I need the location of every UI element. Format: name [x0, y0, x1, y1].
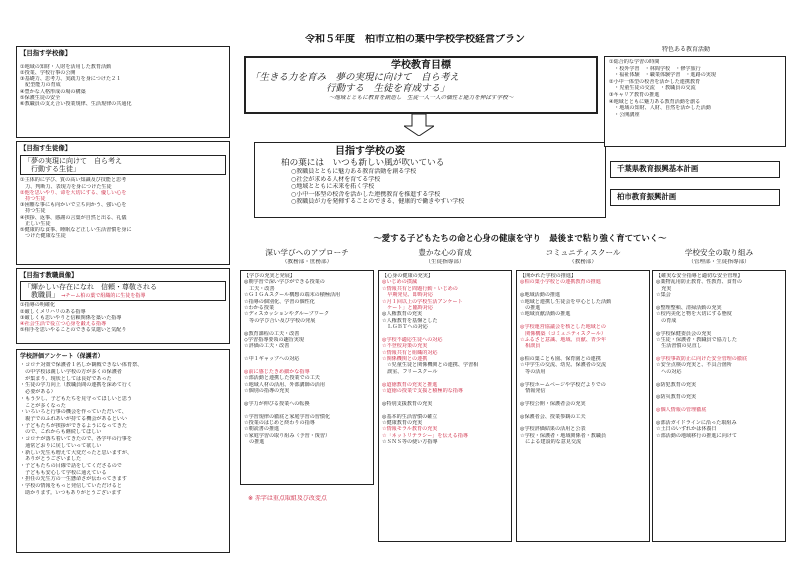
- column-list-item: ＬＧＢＴへの対応: [382, 324, 428, 331]
- column-list-item: ◎整理整頓、清掃活動の充実: [656, 304, 722, 311]
- list-item: 通常どおりに戻していって欲しい: [20, 442, 102, 449]
- list-item: の中学校は親しい学校の方が多くの保護者: [20, 368, 122, 375]
- column-list-item: ☆生徒・保護者・教職員で協力した: [656, 336, 737, 343]
- column-list-item: ◎特別支援教育の充実: [382, 400, 433, 407]
- vision-box: [254, 142, 606, 218]
- column-list-item: ◎柏の葉ことも園、保育園との連携: [520, 356, 601, 363]
- list-item: ・担任の先生方の一生懸命さが伝わってきます: [20, 476, 127, 483]
- teacher-ideal-list: [20, 302, 226, 333]
- column-list-item: ◎人権教育の充実: [382, 311, 423, 318]
- list-item: ・子どもたちが挨拶ができるようになってきた: [20, 422, 127, 429]
- list-item: ・コロナ対策で保護者１名しか観戦できない体育祭、: [20, 362, 143, 369]
- list-item: ③基礎力、思考力、実践力を身につけた２１: [20, 76, 122, 83]
- column-list-item: ☆部活動の地域移行の推進に向けて: [656, 432, 737, 439]
- column-list-item: ☆個別の指導の充実: [244, 388, 290, 395]
- objective-box: [244, 56, 598, 114]
- vision-title: 目指す学校の姿: [335, 146, 405, 157]
- column-list-item: 【心身の健康の充実】: [382, 273, 433, 279]
- list-item: ・新しい先生も増えて大変だったと思いますが、: [20, 449, 133, 456]
- column-list-item: 早期発見、即時対応: [382, 292, 433, 299]
- column-list-item: 工夫・改善: [244, 285, 275, 292]
- column-list-item: ☆情報共有と問題行動・いじめの: [382, 285, 458, 292]
- column-list-item: ◎地域活動の推進: [520, 292, 561, 299]
- teacher-motto-box: [20, 281, 226, 302]
- column-list-item: ☆ＧＩＧＡスクール構想の端末の積極活用: [244, 292, 341, 299]
- column-list-item: ☆学習規律の徹底と家庭学習の習慣化: [244, 413, 331, 420]
- survey-heading: 学校評価アンケート（保護者）: [20, 353, 104, 360]
- teacher-motto-line2: [24, 291, 222, 299]
- column-list-item: ◎学校保健委員会の充実: [656, 330, 712, 337]
- column-list-item: ☆健康教育の充実: [382, 419, 423, 426]
- column-list-item: ◎前に感じたきめ細かな指導: [244, 368, 310, 375]
- column-list-item: への対応: [656, 368, 682, 375]
- column-list-item: の推進: [520, 304, 541, 311]
- deep-learning-column-title: 深い学びへのアプローチ: [265, 248, 349, 257]
- column-list-item: ☆部活動と連携した授業での工夫: [244, 375, 320, 382]
- column-list-item: ☆中学生の交流、幼児、保護者の交流: [520, 362, 607, 369]
- column-list-item: ☆学校・保護者・地域関係者・教職員: [520, 432, 607, 439]
- survey-box: [16, 349, 230, 553]
- column-list-item: ◎朝学習で深い学びができる授業の: [244, 279, 325, 286]
- student-motto-line2: 行動する生徒」: [24, 165, 80, 174]
- safety-column-dept: （管理部・生徒指導部）: [688, 259, 750, 265]
- column-list-item: ◎個人情報の管理徹底: [656, 407, 707, 414]
- column-list-item: ☆ＳＮＳ等の使い方指導: [382, 439, 438, 446]
- plan-kashiwa-box: [610, 189, 780, 206]
- column-list-item: 等の活用: [520, 368, 546, 375]
- list-item: ②小中一体型の校舎を活かした連携教育: [609, 78, 701, 85]
- column-list-item: ◎学力が伸びる授業への転換: [244, 400, 310, 407]
- column-list-item: ☆関係機関との連携: [382, 356, 428, 363]
- column-list-item: ☆安全点検の充実と、不具合箇所: [656, 362, 732, 369]
- column-list-item: 関係構築（コミュニティスクール）: [520, 330, 606, 337]
- column-list-item: ◎教育課程の工夫・改善: [244, 330, 300, 337]
- column-list-item: ◎薬物乱用防止教育、性教育、食育の: [656, 279, 742, 286]
- column-list-item: ☆指導の個別化、学習の個性化: [244, 298, 315, 305]
- list-item: ・いろいろと行事の機会を作っていただいて、: [20, 409, 127, 416]
- column-list-item: 情報発信: [520, 388, 546, 395]
- column-list-item: ◎道徳教育の充実と推進: [382, 381, 438, 388]
- student-ideal-box: [16, 141, 230, 265]
- column-list-item: 充実: [656, 285, 672, 292]
- list-item: ①総合的な学習の時間: [609, 59, 660, 65]
- teacher-ideal-heading: 【目指す教職員像】: [20, 271, 78, 279]
- list-item: 紀型能力の育成: [20, 82, 61, 89]
- column-list-item: ☆情報モラル教育の充実: [382, 426, 438, 433]
- list-item: ①指導の明確化: [20, 302, 56, 309]
- features-heading: 特色ある教育活動: [662, 46, 711, 53]
- list-item: が集まり、現状としては良好であった: [20, 375, 112, 382]
- list-item: ことが多くなった: [20, 402, 66, 409]
- column-list-item: ☆家庭学習の取り組み（予習・復習）: [244, 432, 331, 439]
- column-list-item: ☆わかる授業: [244, 304, 275, 311]
- list-item: ・学校の情報をもっと発信していただけると: [20, 483, 122, 490]
- column-list-item: による建設的な意見交流: [520, 439, 582, 446]
- heart-column-box: [378, 270, 512, 542]
- vision-subtitle: 柏の葉には いつも新しい風が吹いている: [281, 158, 445, 168]
- column-list-item: ☆道徳の授業で支援と積極的な指導: [382, 388, 463, 395]
- vision-list: [291, 168, 599, 206]
- column-list-item: ☆土日のいずれかは休養日: [656, 426, 717, 433]
- list-item: ○小中一体型の校舎を活かした連携教育を推進する学校: [291, 190, 441, 198]
- column-list-item: ☆「ネットリテラシー」を伝える指導: [382, 432, 468, 439]
- document-title: 令和５年度 柏市立柏の葉中学校学校経営プラン: [305, 34, 525, 45]
- column-list-item: ◎いじめの撲滅: [382, 279, 418, 286]
- column-list-item: ☆地域人材の活用、外部講師の活用: [244, 381, 325, 388]
- teacher-ideal-box: [16, 268, 230, 344]
- list-item: ⑤保護生徒の安全: [20, 94, 61, 101]
- list-item: ・児童生徒の交流 ・教職員の交流: [609, 85, 696, 92]
- survey-list: [20, 362, 226, 496]
- features-box: [604, 56, 786, 147]
- list-item: ○教職員とともに魅力ある教育活動を創る学校: [291, 168, 417, 176]
- safety-column-box: [652, 270, 786, 542]
- column-list-item: の推進: [244, 439, 265, 446]
- list-item: ・子どもたちの目線で話をしてくださるので: [20, 462, 122, 469]
- column-list-item: ◎学校運営協議会を核とした地域との: [520, 324, 606, 331]
- heart-column-dept: （生徒指導部）: [425, 259, 465, 265]
- column-list-item: ☆授業のはじめと終わりの指導: [244, 419, 315, 426]
- teacher-motto-line2-text: 教職員」: [24, 291, 59, 300]
- column-list-item: ☆ふるさと意識、地域、貢献、青少年: [520, 336, 607, 343]
- column-list-item: ☆朝読書の推進: [244, 426, 280, 433]
- features-list: [609, 59, 781, 118]
- column-list-item: ☆評価の工夫・改善: [244, 343, 290, 350]
- list-item: ○教職員が力を発揮することのできる、健康的で働きやすい学校: [291, 198, 465, 206]
- list-item: ②他を思いやり、命を大切にする、優しい心を: [20, 189, 127, 196]
- list-item: ありがとうございました: [20, 456, 82, 463]
- column-list-item: ◎学校公開・保護者会の充実: [520, 400, 586, 407]
- column-list-item: の育成: [656, 317, 677, 324]
- list-item: ⑤健康的な食事、睡眠など正しい生活習慣を身に: [20, 227, 132, 234]
- column-list-item: ◎基本的生活習慣の確立: [382, 413, 438, 420]
- student-motto-line1: 「夢の実現に向けて 自ら考え: [24, 156, 122, 165]
- column-list-item: ◎学校ホームページや学校だよりでの: [520, 381, 606, 388]
- student-ideal-heading: 【目指す生徒像】: [20, 144, 72, 152]
- column-list-item: 等の学び合い及び学校の発展: [244, 317, 316, 324]
- objective-line2: 行動する 生徒を育成する」: [250, 83, 450, 95]
- list-item: ④社会生活で役立つ心身を鍛える指導: [20, 321, 107, 328]
- column-list-item: ☆ディスカッションやグループワーク: [244, 311, 330, 318]
- list-item: ・コロナが落ち着いてきたので、各学年の行事を: [20, 436, 132, 443]
- column-list-item: ☆集会: [656, 292, 671, 299]
- column-list-item: ◎保護者会、授業参観の工夫: [520, 413, 586, 420]
- community-column-title: コミュニティスクール: [545, 248, 621, 257]
- deep-learning-column-dept: （教務部・庶務部）: [281, 259, 333, 265]
- list-item: ので、これからも継続してほしい: [20, 429, 102, 436]
- list-item: 親子でのふれあいが持てる機会があるといい: [20, 415, 127, 422]
- list-item: ・福祉体験 ・職業体験学習 ・進路の実現: [609, 72, 716, 79]
- list-item: ・生徒の学力向上（教職員間の連携を深めて行く: [20, 382, 133, 389]
- list-item: ・校外学習 ・林間学校 ・修学旅行: [609, 65, 701, 72]
- list-item: ・地域の知財、人財、自然を活かした活動: [609, 105, 711, 112]
- student-ideal-list: [20, 177, 226, 239]
- column-list-item: ◎学校不適応生徒への対応: [382, 336, 443, 343]
- list-item: ②授業、学校行事の公開: [20, 69, 76, 76]
- deep-learning-column-box: [240, 270, 374, 485]
- objective-line1: 「生きる力を育み 夢の実現に向けて 自ら考え: [250, 72, 460, 83]
- objective-subtitle: ～地域とともに教育を創造し 生徒一人一人の個性と能力を伸ばす学校～: [328, 94, 514, 101]
- teacher-motto-line1: 「輝かしい存在になれ 信頼・尊敬される: [24, 282, 157, 291]
- list-item: 正しい生徒: [20, 220, 51, 227]
- list-item: ○地域とともに未来を拓く学校: [291, 183, 375, 191]
- list-item: ④挨拶、返事、感謝の言葉が自然と出る、礼儀: [20, 214, 127, 221]
- list-item: つけた健康な生徒: [20, 233, 66, 240]
- list-item: ①地域の知財・人財を活用した教育活動: [20, 63, 112, 70]
- list-item: 持つ生徒: [20, 196, 46, 203]
- column-list-item: 談室、フリースクール: [382, 368, 438, 375]
- list-item: 子どもも安心して学校に通えている: [20, 469, 107, 476]
- column-list-item: ☆地域と連携し生徒会を中心とした活動: [520, 298, 612, 305]
- list-item: ③厳しくも思いやりと信頼関係を築いた指導: [20, 314, 122, 321]
- plan-kashiwa-label: 柏市教育振興計画: [617, 192, 677, 201]
- column-list-item: ☆地域貢献活動の推進: [520, 311, 571, 318]
- school-ideal-heading: 【目指す学校像】: [20, 49, 72, 57]
- column-list-item: ◎防災教育の充実: [656, 394, 697, 401]
- column-list-item: ☆人権教育を基盤とした: [382, 317, 438, 324]
- teacher-arrow-note: ⇒チーム柏の葉で組織的に生徒を指導: [61, 293, 146, 300]
- column-list-item: 生活習慣の見直し: [656, 343, 702, 350]
- red-text-note: ※ 赤字は重点取組及び改変点: [248, 495, 327, 502]
- column-list-item: ◇学習指導要領の趣旨実現: [244, 336, 304, 343]
- column-list-item: ☆不登校対策の充実: [382, 343, 428, 350]
- list-item: 必要がある）: [20, 389, 56, 396]
- school-ideal-box: [16, 46, 230, 138]
- column-list-item: ☆校内美化と物を大切にする態度: [656, 311, 732, 318]
- list-item: ⑥教職員の支え合い授業規律、生活規律の共通化: [20, 100, 132, 107]
- list-item: ③困難な事にも向かいで立ち向かう、強い心を: [20, 202, 127, 209]
- list-item: 力、判断力、表現力を身につけた生徒: [20, 183, 112, 190]
- column-list-item: 【確実な安全指導と適切な安全管理】: [656, 273, 743, 279]
- column-list-item: ケート」と臨時対応: [382, 304, 433, 311]
- list-item: ③キャリア教育の推進: [609, 92, 660, 99]
- column-list-item: ☆情報共有と組織的対応: [382, 349, 438, 356]
- column-list-item: ◎部活ガイドラインに沿った取組み: [656, 419, 737, 426]
- column-list-item: ☆中１ギャップへの対応: [244, 356, 300, 363]
- list-item: ①主体的に学び、質の高い知識及び技能と思考: [20, 177, 127, 184]
- school-ideal-list: [20, 64, 226, 107]
- list-item: ・公開講座: [609, 111, 640, 118]
- list-item: ④豊かな人格形成の場の構築: [20, 88, 86, 95]
- slogan: ～愛する子どもたちの命と心身の健康を守り 最後まで粘り強く育てていく～: [373, 233, 667, 243]
- down-arrow-icon: [404, 114, 434, 136]
- column-list-item: ◎柏の葉小学校との連携教育の推進: [520, 279, 601, 286]
- community-column-dept: （教務部）: [569, 259, 597, 265]
- list-item: ・もう少し、子どもたちを見守ってほしいと思う: [20, 395, 133, 402]
- column-list-item: ☆児童生徒と関係機関との連携、学習相: [382, 362, 479, 369]
- list-item: 助かります。いつもありがとうございます: [20, 489, 122, 496]
- column-list-item: ◎学校評価結果の活用と公表: [520, 426, 586, 433]
- column-list-item: 【開かれた学校の推進】: [520, 273, 577, 279]
- safety-column-title: 学校安全の取り組み: [684, 248, 754, 257]
- plan-chiba-box: [610, 161, 780, 178]
- column-list-item: 相談員: [520, 343, 541, 350]
- list-item: ○社会が求める人材を育てる学校: [291, 175, 381, 183]
- plan-chiba-label: 千葉県教育振興基本計画: [617, 164, 699, 173]
- list-item: ⑤相手を思いやることのできる気遣いと気配り: [20, 327, 127, 334]
- list-item: ②厳しくメリハリのある指導: [20, 308, 86, 315]
- column-list-item: 【学びの充実と発展】: [244, 273, 295, 279]
- heart-column-title: 豊かな心の育成: [418, 248, 472, 257]
- list-item: ④地域とともに魅力ある教育活動を創る: [609, 98, 701, 105]
- community-column-box: [516, 270, 650, 542]
- list-item: 持つ生徒: [20, 208, 46, 215]
- objective-title: 学校教育目標: [391, 60, 451, 71]
- column-list-item: ◎学校事故防止に向けた安全管理の徹底: [656, 356, 748, 363]
- column-list-item: ◎防犯教育の充実: [656, 381, 697, 388]
- column-list-item: ☆月１回以上の学校生活アンケート: [382, 298, 463, 305]
